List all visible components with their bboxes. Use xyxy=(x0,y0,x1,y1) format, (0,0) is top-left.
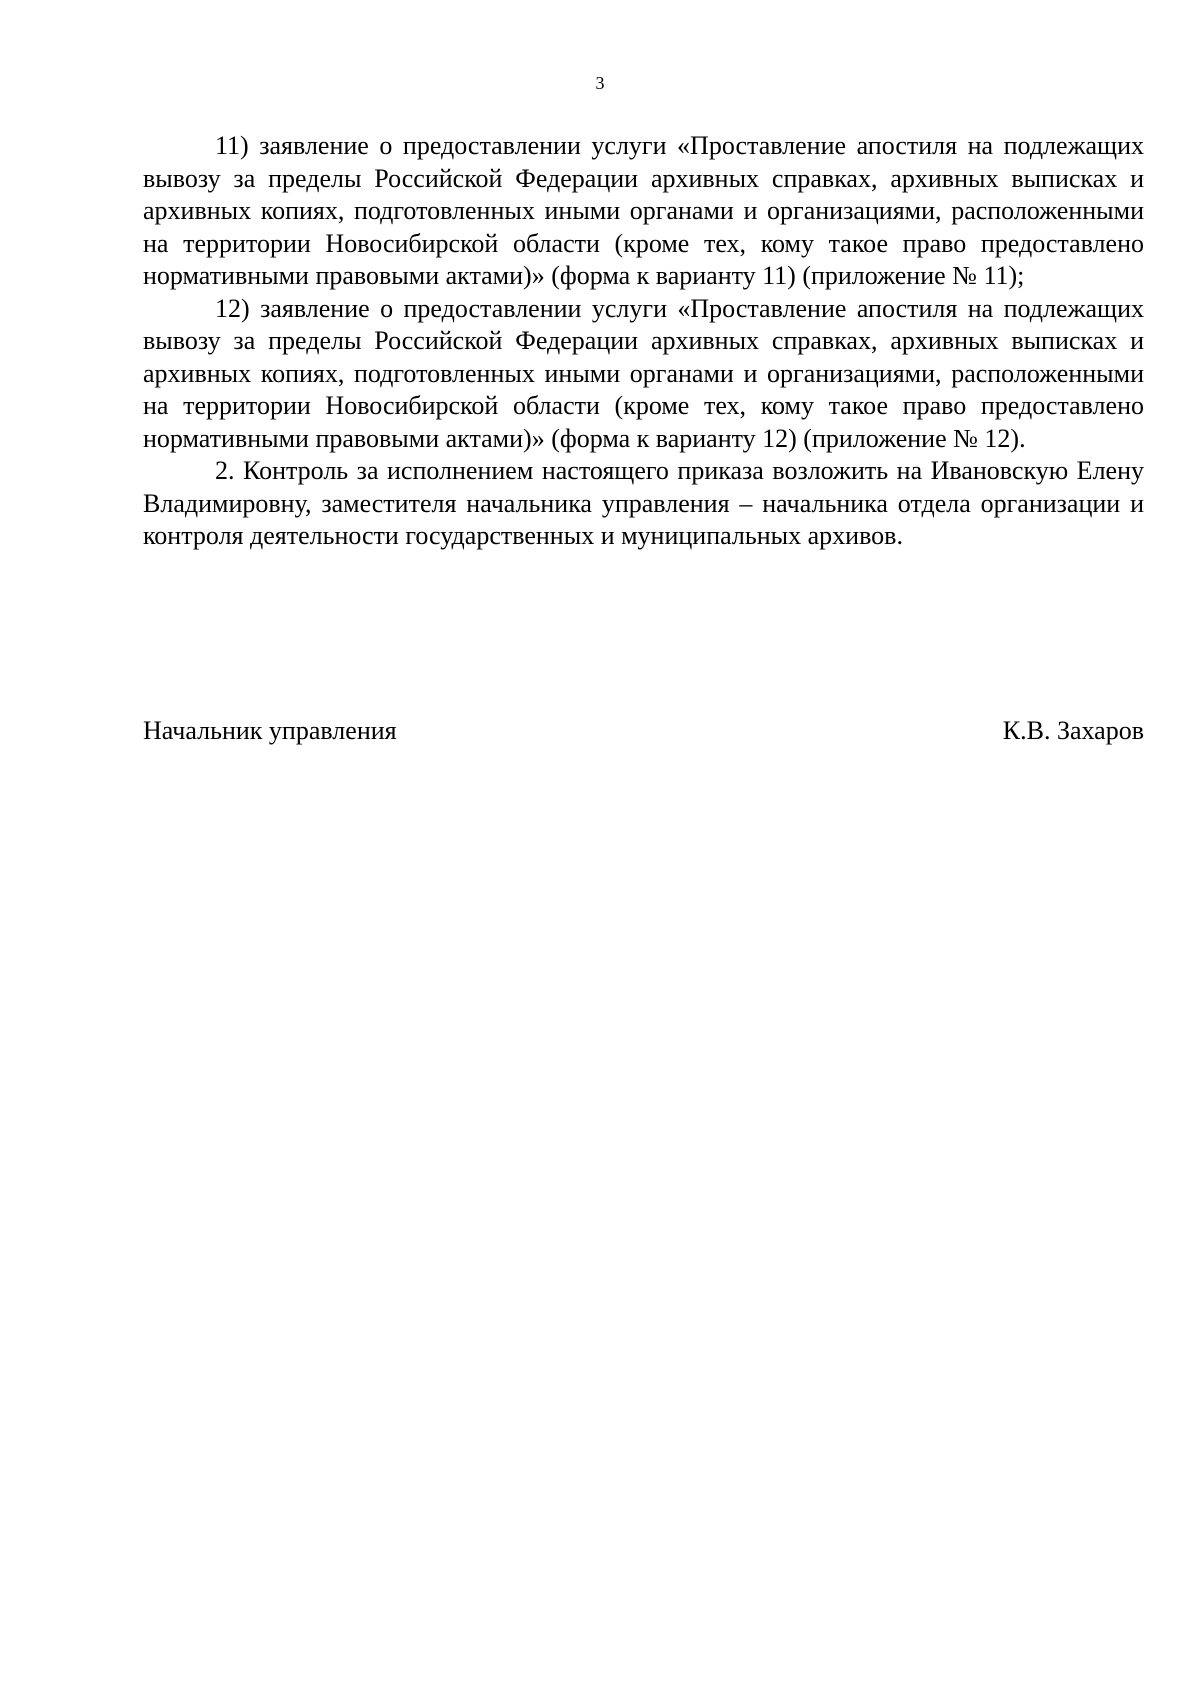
paragraph-item-12: 12) заявление о предоставлении услуги «Проставление апостиля на подлежащих вывозу за пределы Российской Федерации архивных справках, архивных выписках и архивных копиях, подготовленных иными органами и организациями, расположенными на территории Новосибирской области (кроме тех, кому такое право предоставлено нормативными правовыми актами)» (форма к варианту 12) (приложение № 12). xyxy=(143,293,1144,453)
signatory-name: К.В. Захаров xyxy=(1002,716,1144,745)
signatory-position: Начальник управления xyxy=(143,716,397,745)
paragraph-item-11: 11) заявление о предоставлении услуги «Проставление апостиля на подлежащих вывозу за пределы Российской Федерации архивных справках, архивных выписках и архивных копиях, подготовленных иными органами и организациями, расположенными на территории Новосибирской области (кроме тех, кому такое право предоставлено нормативными правовыми актами)» (форма к варианту 11) (приложение № 11); xyxy=(143,131,1144,290)
paragraph-control-clause: 2. Контроль за исполнением настоящего приказа возложить на Ивановскую Елену Владимировну, заместителя начальника управления – начальника отдела организации и контроля деятельности государственных и муниципальных архивов. xyxy=(143,456,1144,550)
page-number: 3 xyxy=(595,73,605,93)
document-body xyxy=(143,130,1144,553)
